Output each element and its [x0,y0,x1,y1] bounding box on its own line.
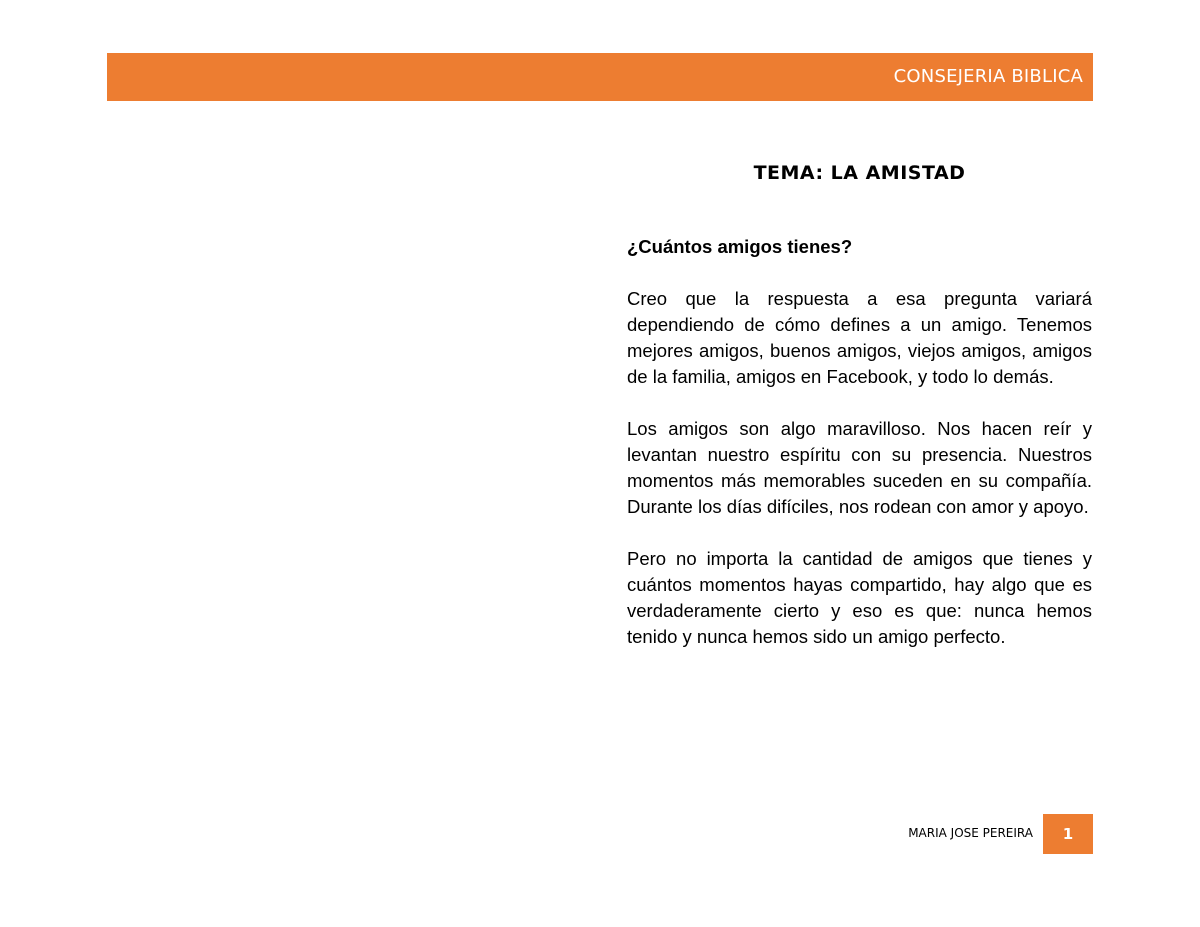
document-body [627,160,1092,650]
question-heading: ¿Cuántos amigos tienes? [627,236,853,257]
page-number: 1 [1062,825,1074,843]
footer-author: MARIA JOSE PEREIRA [908,826,1033,840]
paragraph-1: Creo que la respuesta a esa pregunta variará dependiendo de cómo defines a un amigo. Tenemos mejores amigos, buenos amigos, viejos amigos, amigos de la familia, amigos en Facebook, y todo lo demás. [627,288,1092,387]
header-title: CONSEJERIA BIBLICA [893,66,1083,87]
paragraph-2: Los amigos son algo maravilloso. Nos hacen reír y levantan nuestro espíritu con su presencia. Nuestros momentos más memorables suceden en su compañía. Durante los días difíciles, nos rodean con amor y apoyo. [627,418,1092,517]
header-bar [107,53,1093,101]
page-number-badge [1043,814,1093,854]
document-title: TEMA: LA AMISTAD [753,162,966,184]
paragraph-3: Pero no importa la cantidad de amigos que tienes y cuántos momentos hayas compartido, hay algo que es verdaderamente cierto y eso es que: nunca hemos tenido y nunca hemos sido un amigo perfecto. [627,548,1092,647]
